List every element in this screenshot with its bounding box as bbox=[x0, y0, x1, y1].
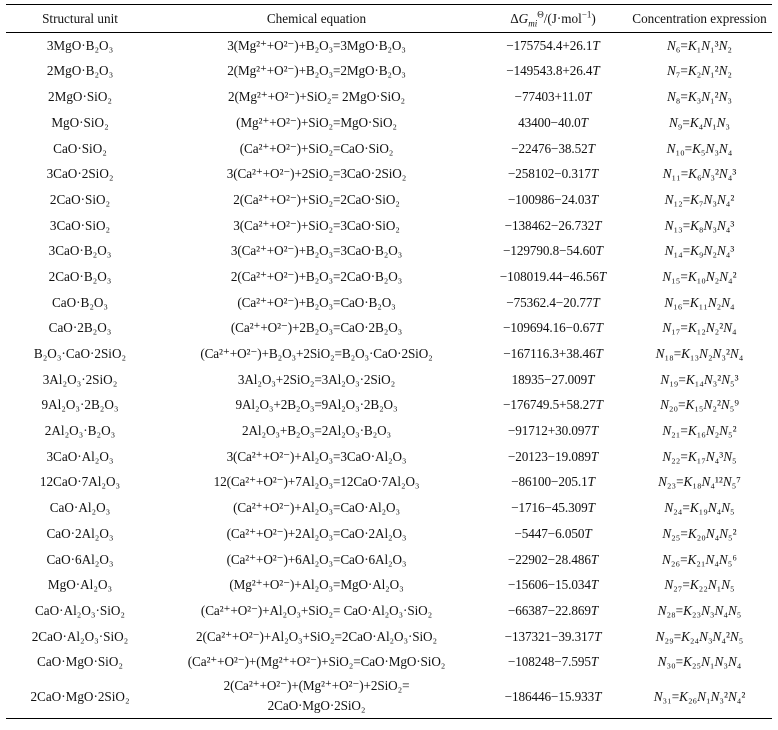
gibbs-energy-cell: −129790.8−54.60T bbox=[503, 243, 603, 259]
gibbs-energy-cell: −91712+30.097T bbox=[507, 423, 599, 439]
concentration-expression-cell: N₂₇=K₂₂N₁N₅ bbox=[664, 577, 735, 593]
chemical-equation-cell: 3(Ca²⁺+O²⁻)+Al₂O₃=3CaO·Al₂O₃ bbox=[226, 448, 407, 464]
concentration-expression-cell: N₁₁=K₆N₃²N₄³ bbox=[662, 166, 737, 182]
concentration-expression-cell: N₁₄=K₉N₂N₄³ bbox=[664, 243, 735, 259]
structural-unit-cell: CaO·Al₂O₃·SiO₂ bbox=[35, 602, 125, 618]
table-row bbox=[6, 58, 772, 84]
table-row bbox=[6, 495, 772, 521]
concentration-expression-cell: N₁₈=K₁₃N₂N₃²N₄ bbox=[655, 346, 744, 361]
gibbs-energy-cell: −258102−0.317T bbox=[507, 166, 599, 182]
concentration-expression-cell: N₂₃=K₁₈N₄¹²N₅⁷ bbox=[658, 474, 741, 490]
table-row bbox=[6, 444, 772, 470]
concentration-expression-cell: N₁₂=K₇N₃N₄² bbox=[664, 191, 735, 207]
chemical-equation-cell: 9Al₂O₃+2B₂O₃=9Al₂O₃·2B₂O₃ bbox=[235, 397, 398, 413]
table-row bbox=[6, 675, 772, 719]
gibbs-energy-cell: −22476−38.52T bbox=[511, 140, 595, 156]
chemical-equation-cell: (Mg²⁺+O²⁻)+Al₂O₃=MgO·Al₂O₃ bbox=[229, 577, 404, 593]
gibbs-energy-cell: −22902−28.486T bbox=[507, 551, 599, 567]
gibbs-energy-cell: −138462−26.732T bbox=[504, 217, 602, 233]
concentration-expression-cell: N₉=K₄N₁N₃ bbox=[668, 114, 731, 130]
table-row bbox=[6, 315, 772, 341]
concentration-expression-cell: N₁₀=K₅N₃N₄ bbox=[666, 140, 733, 156]
chemical-equation-cell: (Ca²⁺+O²⁻)+2Al₂O₃=CaO·2Al₂O₃ bbox=[226, 525, 407, 541]
table-row bbox=[6, 84, 772, 110]
gibbs-energy-cell: −1716−45.309T bbox=[511, 500, 595, 516]
structural-unit-cell: CaO·B₂O₃ bbox=[51, 294, 109, 310]
chemical-equation-cell: 2(Ca²⁺+O²⁻)+SiO₂=2CaO·SiO₂ bbox=[233, 191, 400, 207]
structural-unit-cell: 2CaO·Al₂O₃·SiO₂ bbox=[31, 628, 129, 644]
chemical-equation-cell: 3(Mg²⁺+O²⁻)+B₂O₃=3MgO·B₂O₃ bbox=[227, 38, 406, 53]
table-row bbox=[6, 623, 772, 649]
concentration-expression-cell: N₁₇=K₁₂N₂²N₄ bbox=[662, 320, 737, 336]
structural-unit-cell: 9Al₂O₃·2B₂O₃ bbox=[41, 397, 119, 413]
structural-unit-cell: 3CaO·SiO₂ bbox=[49, 217, 111, 233]
chemical-equation-cell: 2(Mg²⁺+O²⁻)+B₂O₃=2MgO·B₂O₃ bbox=[227, 63, 406, 79]
gibbs-energy-cell: −167116.3+38.46T bbox=[503, 346, 603, 361]
table-row bbox=[6, 341, 772, 367]
concentration-expression-cell: N₂₉=K₂₄N₃N₄²N₅ bbox=[655, 628, 744, 644]
concentration-expression-cell: N₃₁=K₂₆N₁N₃²N₄² bbox=[653, 688, 746, 704]
chemical-equation-cell: 12(Ca²⁺+O²⁻)+7Al₂O₃=12CaO·7Al₂O₃ bbox=[213, 474, 420, 490]
chemical-equation-cell: (Ca²⁺+O²⁻)+Al₂O₃+SiO₂= CaO·Al₂O₃·SiO₂ bbox=[200, 602, 433, 618]
gibbs-energy-cell: −86100−205.1T bbox=[511, 474, 595, 490]
equation-two-line bbox=[224, 676, 410, 716]
structural-unit-cell: CaO·2B₂O₃ bbox=[48, 320, 112, 336]
gibbs-energy-cell: −5447−6.050T bbox=[514, 525, 592, 541]
concentration-expression-cell: N₇=K₂N₁²N₂ bbox=[666, 63, 733, 79]
gibbs-energy-cell: −109694.16−0.67T bbox=[503, 320, 603, 336]
chemical-equation-cell: 2(Mg²⁺+O²⁻)+SiO₂= 2MgO·SiO₂ bbox=[227, 89, 406, 105]
chemical-equation-cell: 3(Ca²⁺+O²⁻)+2SiO₂=3CaO·2SiO₂ bbox=[226, 166, 407, 182]
structural-unit-cell: CaO·Al₂O₃ bbox=[49, 500, 111, 516]
concentration-expression-cell: N₈=K₃N₁²N₃ bbox=[666, 89, 733, 105]
structural-unit-cell: 2MgO·B₂O₃ bbox=[46, 63, 114, 79]
structural-unit-cell: 3MgO·B₂O₃ bbox=[46, 38, 114, 53]
structural-unit-cell: CaO·2Al₂O₃ bbox=[46, 525, 114, 541]
structural-unit-cell: CaO·6Al₂O₃ bbox=[46, 551, 114, 567]
structural-unit-cell: B₂O₃·CaO·2SiO₂ bbox=[33, 346, 127, 361]
chemical-equation-cell: 2(Ca²⁺+O²⁻)+Al₂O₃+SiO₂=2CaO·Al₂O₃·SiO₂ bbox=[196, 628, 437, 644]
table-row bbox=[6, 572, 772, 598]
chemical-equation-cell: (Ca²⁺+O²⁻)+6Al₂O₃=CaO·6Al₂O₃ bbox=[226, 551, 407, 567]
structural-unit-cell: 2MgO·SiO₂ bbox=[48, 89, 112, 105]
equation-line-1: 2(Ca²⁺+O²⁻)+(Mg²⁺+O²⁻)+2SiO₂= bbox=[223, 678, 410, 694]
gibbs-energy-cell: −137321−39.317T bbox=[504, 628, 602, 644]
gibbs-energy-cell: −20123−19.089T bbox=[507, 448, 599, 464]
concentration-expression-cell: N₆=K₁N₁³N₂ bbox=[666, 38, 733, 53]
chemical-equation-cell: (Ca²⁺+O²⁻)+B₂O₃=CaO·B₂O₃ bbox=[237, 294, 396, 310]
gibbs-energy-cell: −186446−15.933T bbox=[504, 688, 602, 704]
concentration-expression-cell: N₂₈=K₂₃N₃N₄N₅ bbox=[657, 602, 742, 618]
gibbs-energy-cell: −75362.4−20.77T bbox=[506, 294, 600, 310]
structural-unit-cell: 3CaO·B₂O₃ bbox=[48, 243, 112, 259]
structural-unit-cell: 3CaO·Al₂O₃ bbox=[46, 448, 114, 464]
gibbs-energy-cell: −66387−22.869T bbox=[507, 602, 599, 618]
table-row bbox=[6, 521, 772, 547]
equation-line-2: 2CaO·MgO·2SiO₂ bbox=[267, 698, 366, 714]
concentration-expression-cell: N₂₂=K₁₇N₄³N₅ bbox=[662, 448, 737, 464]
structural-unit-cell: 3Al₂O₃·2SiO₂ bbox=[42, 371, 118, 387]
structural-unit-cell: CaO·MgO·SiO₂ bbox=[37, 654, 123, 670]
concentration-expression-cell: N₂₁=K₁₆N₂N₅² bbox=[662, 423, 737, 439]
table-row bbox=[6, 135, 772, 161]
structural-unit-cell: MgO·SiO₂ bbox=[51, 114, 109, 130]
structural-unit-cell: MgO·Al₂O₃ bbox=[47, 577, 113, 593]
gibbs-energy-cell: −176749.5+58.27T bbox=[503, 397, 603, 413]
table-row bbox=[6, 546, 772, 572]
chemical-equation-cell: (Mg²⁺+O²⁻)+SiO₂=MgO·SiO₂ bbox=[236, 114, 397, 130]
table-row bbox=[6, 366, 772, 392]
chemical-equation-cell: 2Al₂O₃+B₂O₃=2Al₂O₃·B₂O₃ bbox=[242, 423, 391, 439]
table-row bbox=[6, 212, 772, 238]
concentration-expression-cell: N₁₉=K₁₄N₃²N₅³ bbox=[660, 371, 739, 387]
gibbs-energy-cell: 43400−40.0T bbox=[518, 114, 588, 130]
structural-unit-cell: 12CaO·7Al₂O₃ bbox=[39, 474, 121, 490]
concentration-expression-cell: N₂₅=K₂₀N₄N₅² bbox=[662, 525, 737, 541]
gibbs-energy-cell: −149543.8+26.4T bbox=[506, 63, 600, 79]
chemical-equation-cell: 3(Ca²⁺+O²⁻)+SiO₂=3CaO·SiO₂ bbox=[233, 217, 400, 233]
gibbs-energy-cell: −108019.44−46.56T bbox=[499, 268, 607, 284]
table-row bbox=[6, 598, 772, 624]
structural-unit-cell: 3CaO·2SiO₂ bbox=[46, 166, 114, 182]
concentration-expression-cell: N₁₃=K₈N₃N₄³ bbox=[664, 217, 735, 233]
structural-unit-cell: 2Al₂O₃·B₂O₃ bbox=[44, 423, 116, 439]
table-row bbox=[6, 264, 772, 290]
thermo-table-container bbox=[6, 4, 772, 719]
table-row bbox=[6, 187, 772, 213]
concentration-expression-cell: N₁₆=K₁₁N₂N₄ bbox=[664, 294, 735, 310]
table-body bbox=[6, 33, 772, 719]
header-chemical-equation: Chemical equation bbox=[266, 10, 367, 26]
header-structural-unit: Structural unit bbox=[42, 10, 118, 26]
header-gibbs-energy: $\Delta G_{mi}^\Theta/(J\cdot mol^{-1})$ bbox=[510, 9, 596, 29]
concentration-expression-cell: N₂₆=K₂₁N₄N₅⁶ bbox=[662, 551, 737, 567]
concentration-expression-cell: N₂₄=K₁₉N₄N₅ bbox=[664, 500, 735, 516]
table-row bbox=[6, 649, 772, 675]
chemical-equation-cell: (Ca²⁺+O²⁻)+Al₂O₃=CaO·Al₂O₃ bbox=[233, 500, 400, 516]
gibbs-energy-cell: −108248−7.595T bbox=[507, 654, 599, 670]
header-concentration-expression: Concentration expression bbox=[632, 10, 767, 26]
gibbs-energy-cell: −100986−24.03T bbox=[507, 191, 599, 207]
table-row bbox=[6, 238, 772, 264]
chemical-equation-cell: (Ca²⁺+O²⁻)+B₂O₃+2SiO₂=B₂O₃·CaO·2SiO₂ bbox=[200, 346, 433, 361]
gibbs-energy-cell: 18935−27.009T bbox=[511, 371, 595, 387]
table-row bbox=[6, 469, 772, 495]
table-row bbox=[6, 161, 772, 187]
table-header-row bbox=[6, 5, 772, 33]
chemical-equation-cell: (Ca²⁺+O²⁻)+2B₂O₃=CaO·2B₂O₃ bbox=[230, 320, 403, 336]
chemical-equation-cell: (Ca²⁺+O²⁻)+SiO₂=CaO·SiO₂ bbox=[239, 140, 394, 156]
chemical-equation-cell bbox=[154, 675, 479, 719]
structural-unit-cell: 2CaO·B₂O₃ bbox=[48, 268, 112, 284]
table-row bbox=[6, 289, 772, 315]
concentration-expression-cell: N₂₀=K₁₅N₂²N₅⁹ bbox=[660, 397, 739, 413]
structural-unit-cell: 2CaO·SiO₂ bbox=[49, 191, 111, 207]
gibbs-energy-cell: −15606−15.034T bbox=[507, 577, 599, 593]
chemical-equation-cell: 2(Ca²⁺+O²⁻)+B₂O₃=2CaO·B₂O₃ bbox=[230, 268, 403, 284]
chemical-equation-cell: 3Al₂O₃+2SiO₂=3Al₂O₃·2SiO₂ bbox=[237, 371, 396, 387]
structural-unit-cell: CaO·SiO₂ bbox=[53, 140, 107, 156]
table-row bbox=[6, 110, 772, 136]
gibbs-energy-cell: −175754.4+26.1T bbox=[506, 38, 600, 53]
concentration-expression-cell: N₃₀=K₂₅N₁N₃N₄ bbox=[657, 654, 742, 670]
table-row bbox=[6, 33, 772, 59]
table-row bbox=[6, 418, 772, 444]
structural-unit-cell: 2CaO·MgO·2SiO₂ bbox=[30, 688, 130, 704]
structural-unit-table bbox=[6, 4, 772, 719]
chemical-equation-cell: (Ca²⁺+O²⁻)+(Mg²⁺+O²⁻)+SiO₂=CaO·MgO·SiO₂ bbox=[187, 654, 446, 670]
table-row bbox=[6, 392, 772, 418]
chemical-equation-cell: 3(Ca²⁺+O²⁻)+B₂O₃=3CaO·B₂O₃ bbox=[230, 243, 403, 259]
concentration-expression-cell: N₁₅=K₁₀N₂N₄² bbox=[662, 268, 737, 284]
gibbs-energy-cell: −77403+11.0T bbox=[514, 89, 592, 105]
